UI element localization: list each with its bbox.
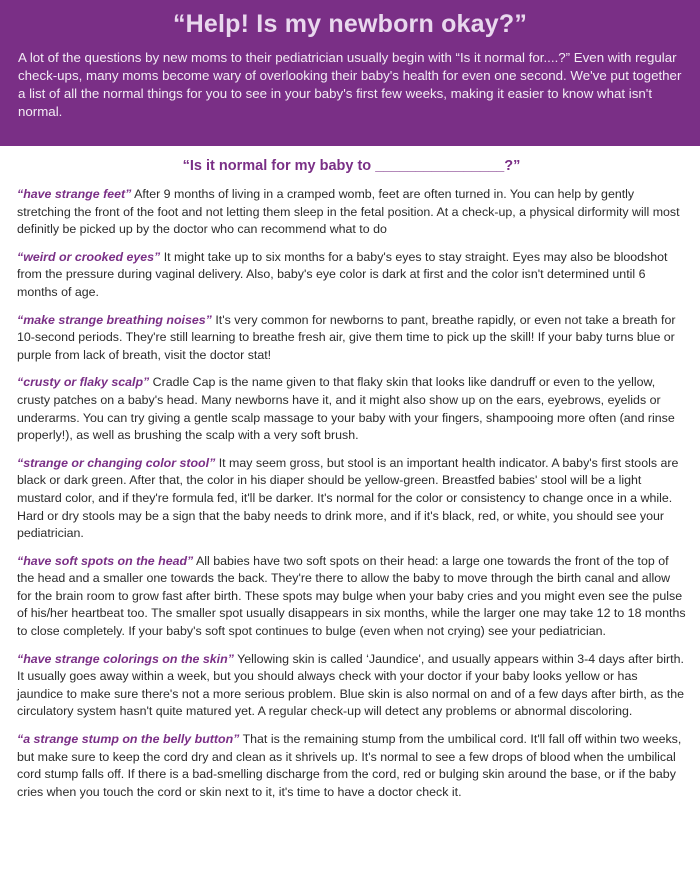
item-strange-feet	[17, 186, 686, 239]
item-text: Yellowing skin is called ‘Jaundice', and usually appears within 3-4 days after birth. It usually goes away within a week, but you should always check with your doctor if your baby looks yellow or has jaundice to make sure there's not a more serious problem. Blue skin is also normal on and of a few days after birth, as the circulatory system hasn't quite matured yet. A regular check-up will detect any problems or abnormal discoloring.	[17, 651, 684, 719]
item-text: That is the remaining stump from the umbilical cord. It'll fall off within two weeks, but make sure to keep the cord dry and clean as it shrivels up. It's normal to see a few drops of blood when the umbilical cord stump falls off. If there is a bad-smelling discharge from the cord, red or bulging skin around the base, or if the baby cries when you touch the cord or skin next to it, it's time to have a doctor check it.	[17, 732, 682, 799]
item-soft-spots	[17, 553, 686, 641]
item-lead: “have strange feet”	[17, 187, 132, 201]
item-text: All babies have two soft spots on their head: a large one towards the front of the top of the head and a smaller one towards the back. They're there to allow the baby to move through the birth canal and allow for the brain room to grow fast after birth. These spots may bulge when your baby cries and you might even see the pulse of his/her heartbeat too. The smaller spot usually disappears in six months, while the larger one may take 12 to 18 months to close completely. If your baby's soft spot continues to bulge (even when not crying) see your pediatrician.	[17, 553, 686, 639]
item-breathing-noises	[17, 312, 686, 365]
item-lead: “have soft spots on the head”	[17, 553, 194, 568]
page-title: “Help! Is my newborn okay?”	[172, 10, 528, 38]
item-skin-colorings	[17, 651, 686, 721]
item-lead: “crusty or flaky scalp”	[17, 375, 150, 390]
header-banner	[0, 0, 700, 146]
item-stool-color	[17, 455, 686, 543]
intro-paragraph: A lot of the questions by new moms to their pediatrician usually begin with “Is it normal for....?” Even with regular check-ups, many moms become wary of overlooking their baby's health for even one second. We've put together a list of all the normal things for you to see in your baby's first few weeks, making it easier to know what isn't normal.	[18, 50, 682, 119]
item-text: It might take up to six months for a baby's eyes to stay straight. Eyes may also be bloodshot from the pressure during vaginal delivery. Also, baby's eye color is dark at first and the color isn't determined until 6 months of age.	[17, 249, 668, 299]
item-text: Cradle Cap is the name given to that flaky skin that looks like dandruff or even to the yellow, crusty patches on a baby's head. Many newborns have it, and it might also show up on the ears, eyebrows, eyelids or underarms. You can try giving a gentle scalp massage to your baby with your fingers, shampooing more often (and rinse properly!), as well as brushing the scalp with a very soft brush.	[17, 375, 675, 443]
item-lead: “make strange breathing noises”	[17, 312, 212, 327]
item-belly-button	[17, 731, 686, 801]
item-crooked-eyes	[17, 249, 686, 302]
item-text: It's very common for newborns to pant, breathe rapidly, or even not take a breath for 10-second periods. They're still learning to breathe fresh air, give them time to pick up the skill! If your baby turns blue or purple from lack of breath, visit the doctor stat!	[17, 312, 676, 362]
article-body	[0, 146, 700, 811]
item-lead: “a strange stump on the belly button”	[17, 732, 240, 747]
question-prompt: “Is it normal for my baby to ________________?”	[182, 158, 521, 174]
item-text: After 9 months of living in a cramped womb, feet are often turned in. You can help by gently stretching the front of the foot and not letting them sleep in the fetal position. At a check-up, a physical dirformity will most definitly be picked up by the doctor who can recommend what to do	[17, 187, 680, 237]
item-lead: “weird or crooked eyes”	[17, 249, 161, 264]
item-lead: “strange or changing color stool”	[17, 455, 216, 470]
item-text: It may seem gross, but stool is an important health indicator. A baby's first stools are black or dark green. After that, the color in his diaper should be yellow-green. Breastfed babies' stool will be a light mustard color, and if they're formula fed, it'll be darker. It's normal for the color or consistency to change once in a while. Hard or dry stools may be a sign that the baby needs to drink more, and if it's black, red, or white, you should see your pediatrician.	[17, 455, 679, 541]
item-lead: “have strange colorings on the skin”	[17, 651, 234, 666]
item-flaky-scalp	[17, 374, 686, 444]
